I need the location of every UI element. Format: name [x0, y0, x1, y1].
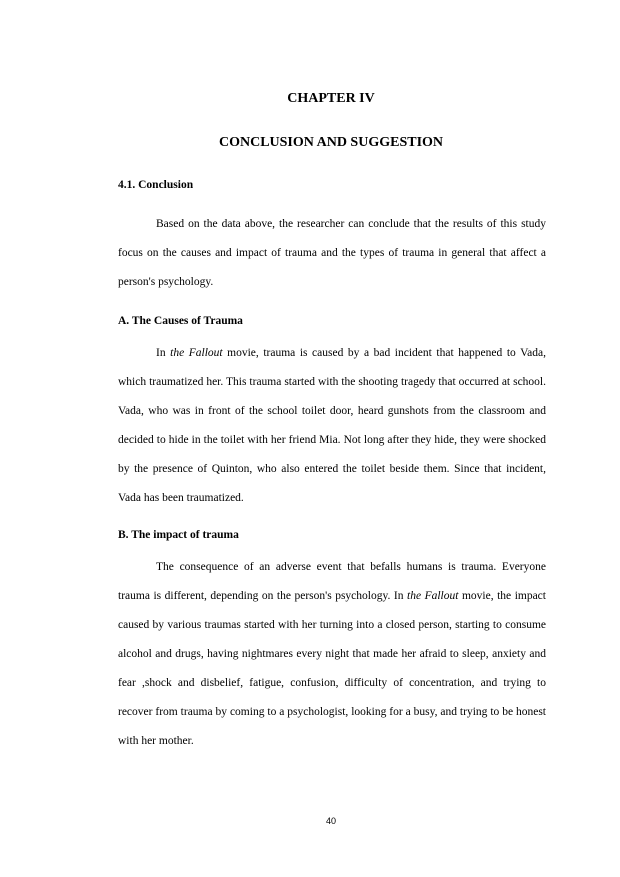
section-heading-conclusion: 4.1. Conclusion: [118, 179, 194, 191]
causes-text-end: movie, trauma is caused by a bad incident that happened to Vada, which traumatized her. This trauma started with the shooting tragedy that occurred at school. Vada, who was in front of the school toilet door, heard gunshots from the classroom and decided to hide in the toilet with her friend Mia. Not long after they hide, they were shocked by the presence of Quinton, who also entered the toilet beside them. Since that incident, Vada has been traumatized.: [118, 347, 546, 504]
causes-text-start: In: [156, 347, 171, 359]
causes-movie-title: the Fallout: [170, 347, 223, 359]
section-heading-impact: B. The impact of trauma: [118, 529, 239, 541]
causes-paragraph: [118, 339, 546, 513]
impact-paragraph: [118, 553, 546, 756]
impact-text-start: The consequence of an adverse event that befalls humans is trauma. Everyone trauma is different, depending on the person's psychology. In: [118, 561, 546, 602]
chapter-heading: CHAPTER IV: [287, 91, 375, 106]
impact-text-end: movie, the impact caused by various traumas started with her turning into a closed person, starting to consume alcohol and drugs, having nightmares every night that made her afraid to sleep, anxiety and fear ,shock and disbelief, fatigue, confusion, difficulty of concentration, and trying to recover from trauma by coming to a psychologist, looking for a busy, and trying to be honest with her mother.: [118, 590, 546, 747]
conclusion-paragraph: Based on the data above, the researcher can conclude that the results of this study focus on the causes and impact of trauma and the types of trauma in general that affect a person's psychology.: [118, 218, 546, 288]
page-number: 40: [325, 816, 336, 826]
chapter-subtitle: CONCLUSION AND SUGGESTION: [218, 135, 444, 150]
section-heading-causes: A. The Causes of Trauma: [118, 315, 243, 327]
impact-movie-title: the Fallout: [407, 590, 459, 602]
